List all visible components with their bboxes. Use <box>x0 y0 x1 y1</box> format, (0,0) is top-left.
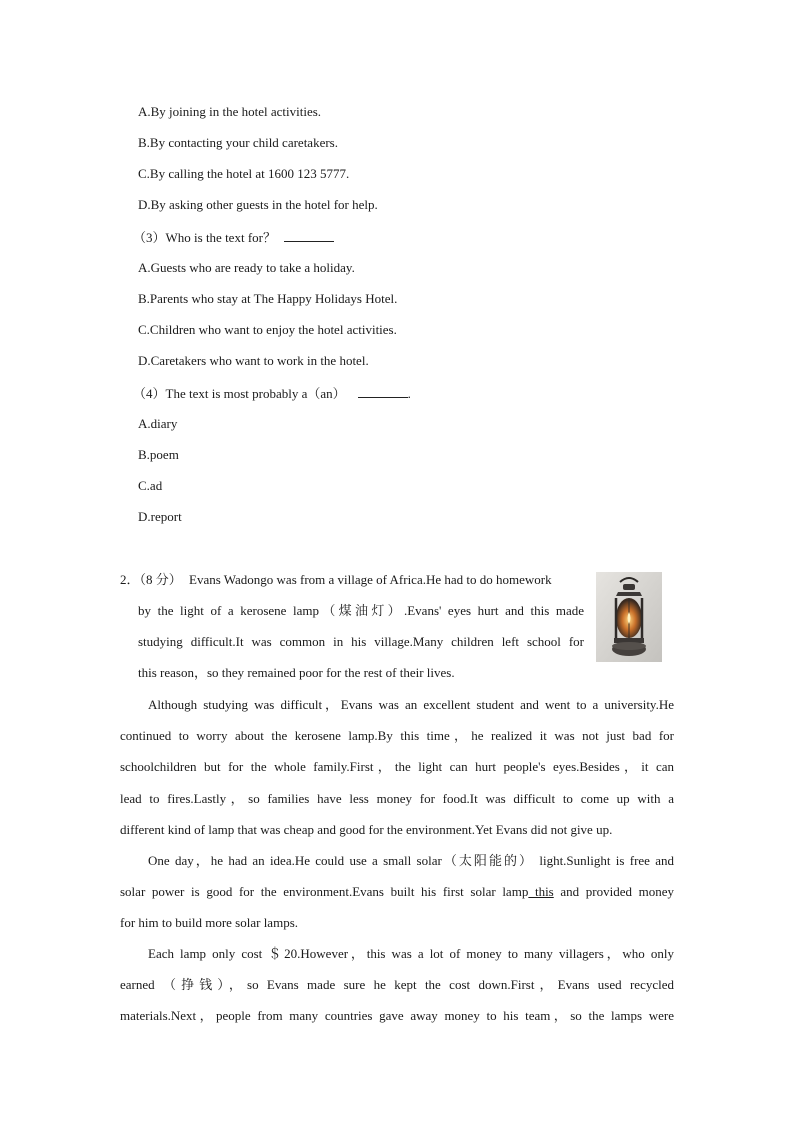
option-b: B.Parents who stay at The Happy Holidays Hotel. <box>138 291 398 306</box>
passage-line: continued to worry about the kerosene lamp.By this time，he realized it was not just bad for <box>120 728 674 744</box>
answer-blank <box>284 229 334 242</box>
passage-line: by the light of a kerosene lamp（煤油灯）.Evans' eyes hurt and this made <box>138 603 584 618</box>
paragraph <box>120 845 674 939</box>
kerosene-lamp-image <box>596 572 662 662</box>
passage-line: for him to build more solar lamps. <box>120 915 299 931</box>
passage-line: earned （挣钱），so Evans made sure he kept the cost down.First，Evans used recycled <box>120 977 674 993</box>
passage-line: materials.Next，people from many countries gave away money to his team，so the lamps were <box>120 1008 674 1024</box>
option-c: C.By calling the hotel at 1600 123 5777. <box>138 166 350 181</box>
answer-blank <box>358 385 408 398</box>
option-c: C.Children who want to enjoy the hotel activities. <box>138 322 397 337</box>
passage-line: studying difficult.It was common in his village.Many children left school for <box>138 634 584 649</box>
passage-line: different kind of lamp that was cheap and good for the environment.Yet Evans did not give up. <box>120 821 613 837</box>
passage-line: lead to fires.Lastly，so families have less money for food.It was difficult to come up with a <box>120 790 674 806</box>
passage-line: solar power is good for the environment.Evans built his first solar lamp this and provided money <box>120 884 674 900</box>
question-3-stem: （3）Who is the text for？ <box>133 230 276 245</box>
passage-line: this reason，so they remained poor for the rest of their lives. <box>138 665 455 680</box>
option-b: B.By contacting your child caretakers. <box>138 135 338 150</box>
underlined-word: this <box>528 884 554 900</box>
question-4-stem: （4）The text is most probably a（an） <box>133 386 346 401</box>
paragraph <box>120 938 674 1032</box>
passage-line: Evans Wadongo was from a village of Africa.He had to do homework <box>189 572 552 587</box>
option-a: A.Guests who are ready to take a holiday. <box>138 260 355 275</box>
question-4: （4）The text is most probably a（an） . <box>133 386 411 401</box>
option-c: C.ad <box>138 478 163 493</box>
option-d: D.Caretakers who want to work in the hotel. <box>138 353 369 368</box>
option-d: D.report <box>138 509 182 524</box>
option-b: B.poem <box>138 447 179 462</box>
paragraph <box>120 689 674 845</box>
option-a: A.By joining in the hotel activities. <box>138 104 322 119</box>
passage-line: One day，he had an idea.He could use a small solar（太阳能的） light.Sunlight is free and <box>148 853 674 868</box>
option-a: A.diary <box>138 416 178 431</box>
passage-line: schoolchildren but for the whole family.First，the light can hurt people's eyes.Besides，it can <box>120 759 674 775</box>
passage-line: Although studying was difficult，Evans was an excellent student and went to a university.He <box>148 697 674 712</box>
question-3 <box>133 229 334 246</box>
question-number: 2．（8 分） <box>120 572 182 587</box>
option-d: D.By asking other guests in the hotel for help. <box>138 197 378 212</box>
passage-line: Each lamp only cost ＄20.However，this was a lot of money to many villagers，who only <box>148 946 674 961</box>
